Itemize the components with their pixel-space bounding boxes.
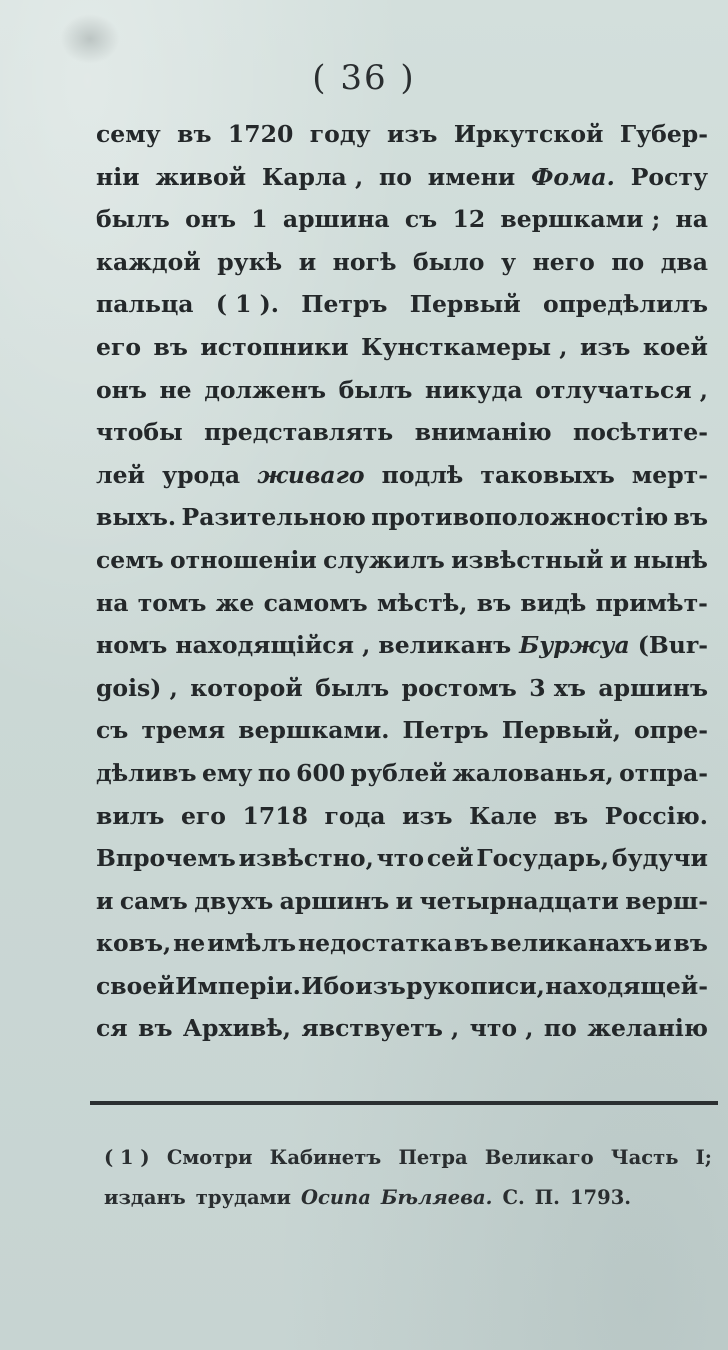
word: году <box>309 120 371 148</box>
word: живаго <box>257 460 365 489</box>
word: въ <box>138 1014 173 1043</box>
word: лей <box>96 460 145 489</box>
word: аршинъ <box>598 673 708 702</box>
word: по <box>257 758 291 787</box>
word: изъ <box>386 120 438 148</box>
word: Имперiи. <box>175 971 301 1000</box>
word: Государь, <box>476 844 610 873</box>
word: ( 1 ) <box>104 1146 150 1169</box>
footnote <box>104 1138 712 1218</box>
word: Россiю. <box>604 801 708 830</box>
text-line <box>96 198 708 241</box>
word: вилъ <box>96 801 165 830</box>
word: таковыхъ <box>480 460 615 489</box>
word: ему <box>201 758 253 787</box>
word: никуда <box>425 375 523 404</box>
word: имени <box>427 162 516 191</box>
word: два <box>660 247 708 276</box>
word: аршина <box>282 205 390 234</box>
word: Кунсткамеры , <box>361 332 568 361</box>
word: великанъ <box>378 631 512 660</box>
word: онъ <box>185 205 236 234</box>
word: ногѣ <box>332 247 397 276</box>
word: Губер- <box>619 120 708 148</box>
word: Росту <box>630 162 708 191</box>
text-line <box>96 539 708 582</box>
word: по <box>543 1014 577 1043</box>
footnote-line <box>104 1178 712 1218</box>
word: вниманiю <box>414 418 552 447</box>
text-line <box>96 1007 708 1050</box>
word: долженъ <box>204 375 327 404</box>
word: Петръ <box>402 716 489 745</box>
text-line <box>96 582 708 625</box>
text-line <box>96 837 708 880</box>
word: былъ <box>315 673 390 702</box>
text-line <box>96 113 708 156</box>
word: имѣлъ <box>207 929 297 958</box>
word: него <box>532 247 595 276</box>
word: двухъ <box>194 886 274 915</box>
text-line <box>96 326 708 369</box>
word: выхъ. <box>96 503 177 532</box>
word: и <box>609 545 628 574</box>
word: его <box>96 332 142 361</box>
word: Первый, <box>501 716 621 745</box>
word: номъ <box>96 631 168 660</box>
word: и <box>395 886 414 915</box>
word: на <box>96 588 129 617</box>
word: Ибо <box>301 971 355 1000</box>
word: рублей <box>350 758 447 787</box>
word: что <box>376 844 425 873</box>
word: Фома. <box>531 162 615 191</box>
word: вершками ; <box>500 205 661 234</box>
word: отлучаться , <box>535 375 708 404</box>
footnote-line <box>104 1138 712 1178</box>
word: въ <box>476 588 512 617</box>
word: чтобы <box>96 418 183 447</box>
word: трудами <box>195 1186 292 1209</box>
word: ся <box>96 1014 128 1043</box>
word: будучи <box>611 844 708 873</box>
word: что , <box>469 1014 534 1043</box>
word: 12 <box>452 205 486 234</box>
word: Великаго <box>484 1146 594 1169</box>
word: 3 хъ <box>529 673 586 702</box>
word: урода <box>162 460 241 489</box>
text-line <box>96 795 708 838</box>
word: въ <box>673 503 708 532</box>
word: изъ <box>402 801 453 830</box>
word: 1718 <box>242 801 308 830</box>
word: Кабинетъ <box>269 1146 382 1169</box>
word: истопники <box>200 332 349 361</box>
page-number: ( 36 ) <box>312 58 416 98</box>
word: тремя <box>141 716 226 745</box>
word: опре- <box>633 716 708 745</box>
word: подлѣ <box>381 460 464 489</box>
word: примѣт- <box>595 588 708 617</box>
word: мѣстѣ, <box>376 588 468 617</box>
word: былъ <box>96 205 170 234</box>
word: отношенiи <box>169 545 317 574</box>
word: и <box>96 886 114 915</box>
word: Первый <box>409 290 521 319</box>
word: Буржуа <box>519 631 630 660</box>
word: изъ <box>579 332 631 361</box>
text-line <box>96 283 708 326</box>
word: и <box>298 247 317 276</box>
word: же <box>215 588 255 617</box>
text-line <box>96 922 708 965</box>
text-line <box>96 880 708 923</box>
word: пальца <box>96 290 194 319</box>
text-line <box>96 369 708 412</box>
word: въ <box>153 332 188 361</box>
word: находящей- <box>545 971 708 1000</box>
word: верш- <box>625 886 708 915</box>
word: великанахъ <box>490 929 653 958</box>
word: нынѣ <box>633 545 708 574</box>
word: съ <box>96 716 129 745</box>
body-text <box>96 113 708 1050</box>
word: семъ <box>96 545 164 574</box>
word: не <box>159 375 192 404</box>
word: у <box>501 247 517 276</box>
word: видѣ <box>520 588 587 617</box>
word: желанiю <box>587 1014 708 1043</box>
word: по <box>611 247 645 276</box>
text-line <box>96 667 708 710</box>
word: не <box>173 929 206 958</box>
text-line <box>96 709 708 752</box>
word: въ <box>553 801 589 830</box>
word: четырнадцати <box>419 886 619 915</box>
word: въ <box>454 929 489 958</box>
word: Часть <box>610 1146 679 1169</box>
word: отпра- <box>619 758 708 787</box>
word: въ <box>673 929 708 958</box>
word: самомъ <box>263 588 368 617</box>
word: извѣстно, <box>238 844 374 873</box>
word: I; <box>695 1146 712 1169</box>
footnote-rule <box>90 1101 718 1105</box>
word: Кале <box>469 801 538 830</box>
paper-stain <box>60 14 120 64</box>
text-line <box>96 411 708 454</box>
word: жалованья, <box>452 758 614 787</box>
word: gois) , <box>96 673 178 702</box>
word: коей <box>642 332 708 361</box>
word: вершками. <box>238 716 390 745</box>
word: дѣливъ <box>96 758 197 787</box>
word: въ <box>177 120 212 148</box>
word: служилъ <box>323 545 445 574</box>
word: С. <box>502 1186 525 1209</box>
word: каждой <box>96 247 201 276</box>
word: которой <box>190 673 303 702</box>
word: томъ <box>137 588 207 617</box>
word: на <box>675 205 708 234</box>
word: изъ <box>355 971 406 1000</box>
word: рукописи, <box>406 971 545 1000</box>
word: самъ <box>119 886 188 915</box>
word: Бѣляева. <box>380 1186 493 1209</box>
word: представлять <box>204 418 394 447</box>
word: П. <box>534 1186 560 1209</box>
word: извѣстный <box>451 545 604 574</box>
text-line <box>96 965 708 1008</box>
word: Петра <box>398 1146 468 1169</box>
word: Архивѣ, <box>182 1014 291 1043</box>
word: ростомъ <box>401 673 517 702</box>
word: аршинъ <box>279 886 390 915</box>
text-line <box>96 624 708 667</box>
word: было <box>413 247 485 276</box>
word: 1720 <box>227 120 294 148</box>
word: онъ <box>96 375 147 404</box>
word: ( 1 ). <box>215 290 279 319</box>
text-line <box>96 454 708 497</box>
word: 1 <box>251 205 268 234</box>
word: (Bur- <box>637 631 708 660</box>
word: года <box>324 801 386 830</box>
word: его <box>180 801 226 830</box>
word: Петръ <box>301 290 388 319</box>
word: ковъ, <box>96 929 172 958</box>
text-line <box>96 752 708 795</box>
word: 1793. <box>569 1186 632 1209</box>
word: посѣтите- <box>573 418 708 447</box>
word: Карла , <box>261 162 364 191</box>
word: мерт- <box>631 460 708 489</box>
word: явствуетъ , <box>301 1014 460 1043</box>
word: Впрочемъ <box>96 844 236 873</box>
word: своей <box>96 971 175 1000</box>
word: находящiйся , <box>175 631 371 660</box>
word: нiи <box>96 162 140 191</box>
word: 600 <box>296 758 346 787</box>
word: рукѣ <box>217 247 283 276</box>
word: сей <box>426 844 474 873</box>
word: противоположностiю <box>371 503 669 532</box>
word: живой <box>155 162 247 191</box>
text-line <box>96 496 708 539</box>
word: по <box>379 162 412 191</box>
word: недостатка <box>297 929 453 958</box>
text-line <box>96 156 708 199</box>
word: изданъ <box>104 1186 186 1209</box>
word: Иркутской <box>453 120 604 148</box>
word: опредѣлилъ <box>542 290 708 319</box>
word: былъ <box>338 375 413 404</box>
word: Смотри <box>166 1146 253 1169</box>
word: съ <box>404 205 438 234</box>
word: Разительною <box>181 503 366 532</box>
word: и <box>654 929 672 958</box>
text-line <box>96 241 708 284</box>
word: сему <box>96 120 161 148</box>
word: Осипа <box>301 1186 371 1209</box>
